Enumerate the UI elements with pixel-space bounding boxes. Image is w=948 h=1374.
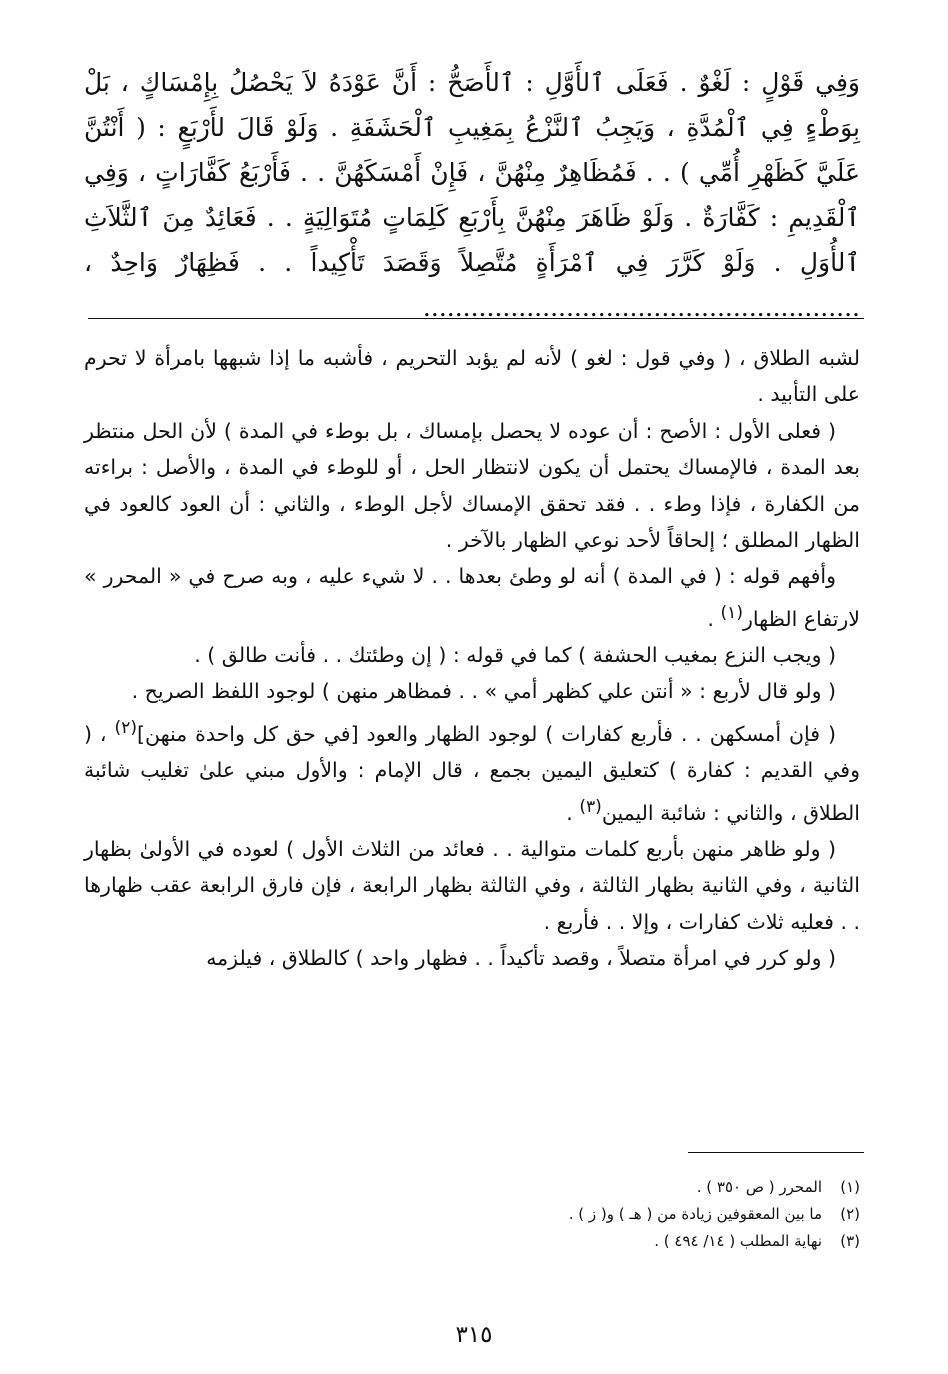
footnote-ref-1: (١) — [720, 602, 743, 623]
sharh-paragraph-1: لشبه الطلاق ، ( وفي قول : لغو ) لأنه لم يؤبد التحريم ، فأشبه ما إذا شبهها بامرأة لا تحرم على التأبيد . — [84, 346, 860, 407]
sharh-paragraph-3-text: وأفهم قوله : ( في المدة ) أنه لو وطئ بعدها . . لا شيء عليه ، وبه صرح في « المحرر » لارتفاع الظهار — [84, 564, 860, 631]
sharh-paragraph-6-end: . — [566, 800, 580, 825]
page-number: ٣١٥ — [455, 1322, 493, 1348]
sharh-commentary-block — [84, 340, 860, 976]
footnote-number: (١) — [840, 1178, 860, 1196]
footnote-item — [84, 1201, 860, 1228]
sharh-paragraph-2: ( فعلى الأول : الأصح : أن عوده لا يحصل بإمساك ، بل بوطء في المدة ) لأن الحل منتظر بعد المدة ، فالإمساك يحتمل أن يكون لانتظار الحل ، أو للوطء في المدة ، والأصل : براءته من الكفارة ، فإذا وطء . . فقد تحقق الإمساك لأجل الوطء ، والثاني : أن العود كالعود في الظهار المطلق ؛ إلحاقاً لأحد نوعي الظهار بالآخر . — [84, 418, 860, 553]
sharh-paragraph-7: ( ولو ظاهر منهن بأربع كلمات متوالية . . فعائد من الثلاث الأول ) لعوده في الأولىٰ بظهار الثانية ، وفي الثانية بظهار الثالثة ، وفي الثالثة بظهار الرابعة ، فإن فارق الرابعة عقب ظهارها . . فعليه ثلاث كفارات ، وإلا . . فأربع . — [84, 836, 860, 934]
footnote-text: نهاية المطلب ( ١٤/ ٤٩٤ ) . — [654, 1232, 822, 1250]
sharh-paragraph-3-end: . — [707, 606, 721, 631]
sharh-paragraph-6-middle: ، ( وفي القديم : كفارة ) كتعليق اليمين بجمع ، قال الإمام : والأول مبني علىٰ تغليب شائبة الطلاق ، والثاني : شائبة اليمين — [84, 721, 860, 825]
matn-text: وَفِي قَوْلٍ : لَغْوٌ . فَعَلَى ٱلأَوَّلِ : ٱلأَصَحُّ : أَنَّ عَوْدَهُ لاَ يَحْصُلُ بِإِمْسَاكٍ ، بَلْ بِوَطْءٍ فِي ٱلْمُدَّةِ ، وَيَجِبُ ٱلنَّزْعُ بِمَغِيبِ ٱلْحَشَفَةِ . وَلَوْ قَالَ لأَرْبَعٍ : ( أَنْتُنَّ عَلَيَّ كَظَهْرِ أُمِّي ) . . فَمُظَاهِرٌ مِنْهُنَّ ، فَإِنْ أَمْسَكَهُنَّ . . فَأَرْبَعُ كَفَّارَاتٍ ، وَفِي ٱلْقَدِيمِ : كَفَّارَةٌ . وَلَوْ ظَاهَرَ مِنْهُنَّ بِأَرْبَعِ كَلِمَاتٍ مُتَوَالِيَةٍ . . فَعَائِدٌ مِنَ ٱلثَّلاَثِ ٱلأُوَلِ . وَلَوْ كَرَّرَ فِي ٱمْرَأَةٍ مُتَّصِلاً وَقَصَدَ تَأْكِيداً . . فَظِهَارٌ وَاحِدٌ ، — [84, 68, 860, 277]
footnote-ref-2: (٢) — [114, 717, 137, 738]
sharh-paragraph-6-text: ( فإن أمسكهن . . فأربع كفارات ) لوجود الظهار والعود [في حق كل واحدة منهن] — [136, 721, 836, 746]
footnote-ref-3: (٣) — [579, 796, 602, 817]
matn-separator-line — [88, 318, 864, 319]
sharh-paragraph-3 — [84, 558, 860, 637]
matn-text-block — [84, 60, 860, 330]
footnote-item — [84, 1228, 860, 1255]
footnote-text: ما بين المعقوفين زيادة من ( هـ ) و( ز ) . — [568, 1205, 822, 1223]
footnote-item — [84, 1174, 860, 1201]
footnote-text: المحرر ( ص ٣٥٠ ) . — [696, 1178, 822, 1196]
footnote-number: (٣) — [840, 1232, 860, 1250]
sharh-paragraph-8: ( ولو كرر في امرأة متصلاً ، وقصد تأكيداً . . فظهار واحد ) كالطلاق ، فيلزمه — [206, 945, 836, 970]
footnotes-block — [84, 1174, 860, 1255]
matn-dots: ....................................................... — [422, 293, 860, 322]
footnote-number: (٢) — [840, 1205, 860, 1223]
sharh-paragraph-4: ( ويجب النزع بمغيب الحشفة ) كما في قوله : ( إن وطئتك . . فأنت طالق ) . — [194, 643, 836, 668]
footnote-separator-line — [688, 1152, 864, 1153]
sharh-paragraph-6 — [84, 710, 860, 831]
sharh-paragraph-5: ( ولو قال لأربع : « أنتن علي كظهر أمي » . . فمظاهر منهن ) لوجود اللفظ الصريح . — [131, 679, 836, 704]
